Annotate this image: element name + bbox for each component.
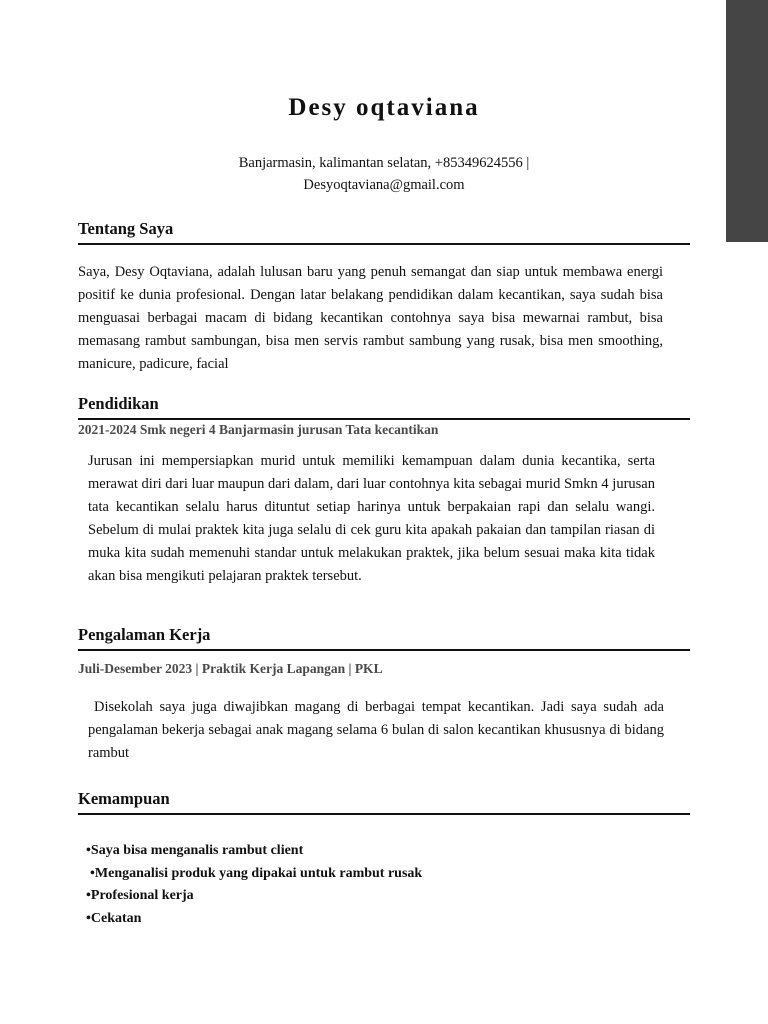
section-title-experience: Pengalaman Kerja bbox=[78, 625, 690, 651]
experience-entry-text: Disekolah saya juga diwajibkan magang di berbagai tempat kecantikan. Jadi saya sudah ada pengalaman bekerja sebagai anak magang selama 6 bulan di salon kecantikan khususnya di bidang rambut bbox=[88, 699, 664, 761]
contact-info bbox=[0, 152, 768, 196]
section-title-about: Tentang Saya bbox=[78, 219, 690, 245]
skill-item: •Saya bisa menganalis rambut client bbox=[86, 843, 304, 858]
section-title-skills: Kemampuan bbox=[78, 789, 690, 815]
experience-entry-heading: Juli-Desember 2023 | Praktik Kerja Lapangan | PKL bbox=[78, 661, 383, 676]
resume-name: Desy oqtaviana bbox=[288, 94, 480, 121]
contact-line-email: Desyoqtaviana@gmail.com bbox=[303, 177, 465, 193]
skill-item: •Menganalisi produk yang dipakai untuk rambut rusak bbox=[90, 865, 423, 881]
skill-item: •Profesional kerja bbox=[86, 888, 194, 903]
skill-item: •Cekatan bbox=[86, 910, 142, 926]
about-text: Saya, Desy Oqtaviana, adalah lulusan baru yang penuh semangat dan siap untuk membawa energi positif ke dunia profesional. Dengan latar belakang pendidikan dalam kecantikan, saya sudah bisa menguasai berbagai macam di bidang kecantikan contohnya saya bisa mewarnai rambut, bisa memasang rambut sambungan, bisa men servis rambut sambung yang rusak, bisa men smoothing, manicure, padicure, facial bbox=[78, 264, 663, 372]
contact-line-address-phone: Banjarmasin, kalimantan selatan, +85349624556 | bbox=[238, 155, 530, 171]
education-entry-heading: 2021-2024 Smk negeri 4 Banjarmasin jurusan Tata kecantikan bbox=[78, 422, 439, 437]
education-entry-text: Jurusan ini mempersiapkan murid untuk memiliki kemampuan dalam dunia kecantika, serta merawat diri dari luar maupun dari dalam, dari luar contohnya kita sebagai murid Smkn 4 jurusan tata kecantikan selalu harus dituntut setiap harinya untuk berpakaian rapi dan selalu wangi. Sebelum di mulai praktek kita juga selalu di cek guru kita apakah pakaian dan tampilan riasan di muka kita sudah memenuhi standar untuk melakukan praktek, jika belum sesuai maka kita tidak akan bisa mengikuti pelajaran praktek tersebut. bbox=[88, 453, 655, 584]
section-title-education: Pendidikan bbox=[78, 394, 690, 420]
skills-list bbox=[86, 840, 646, 930]
